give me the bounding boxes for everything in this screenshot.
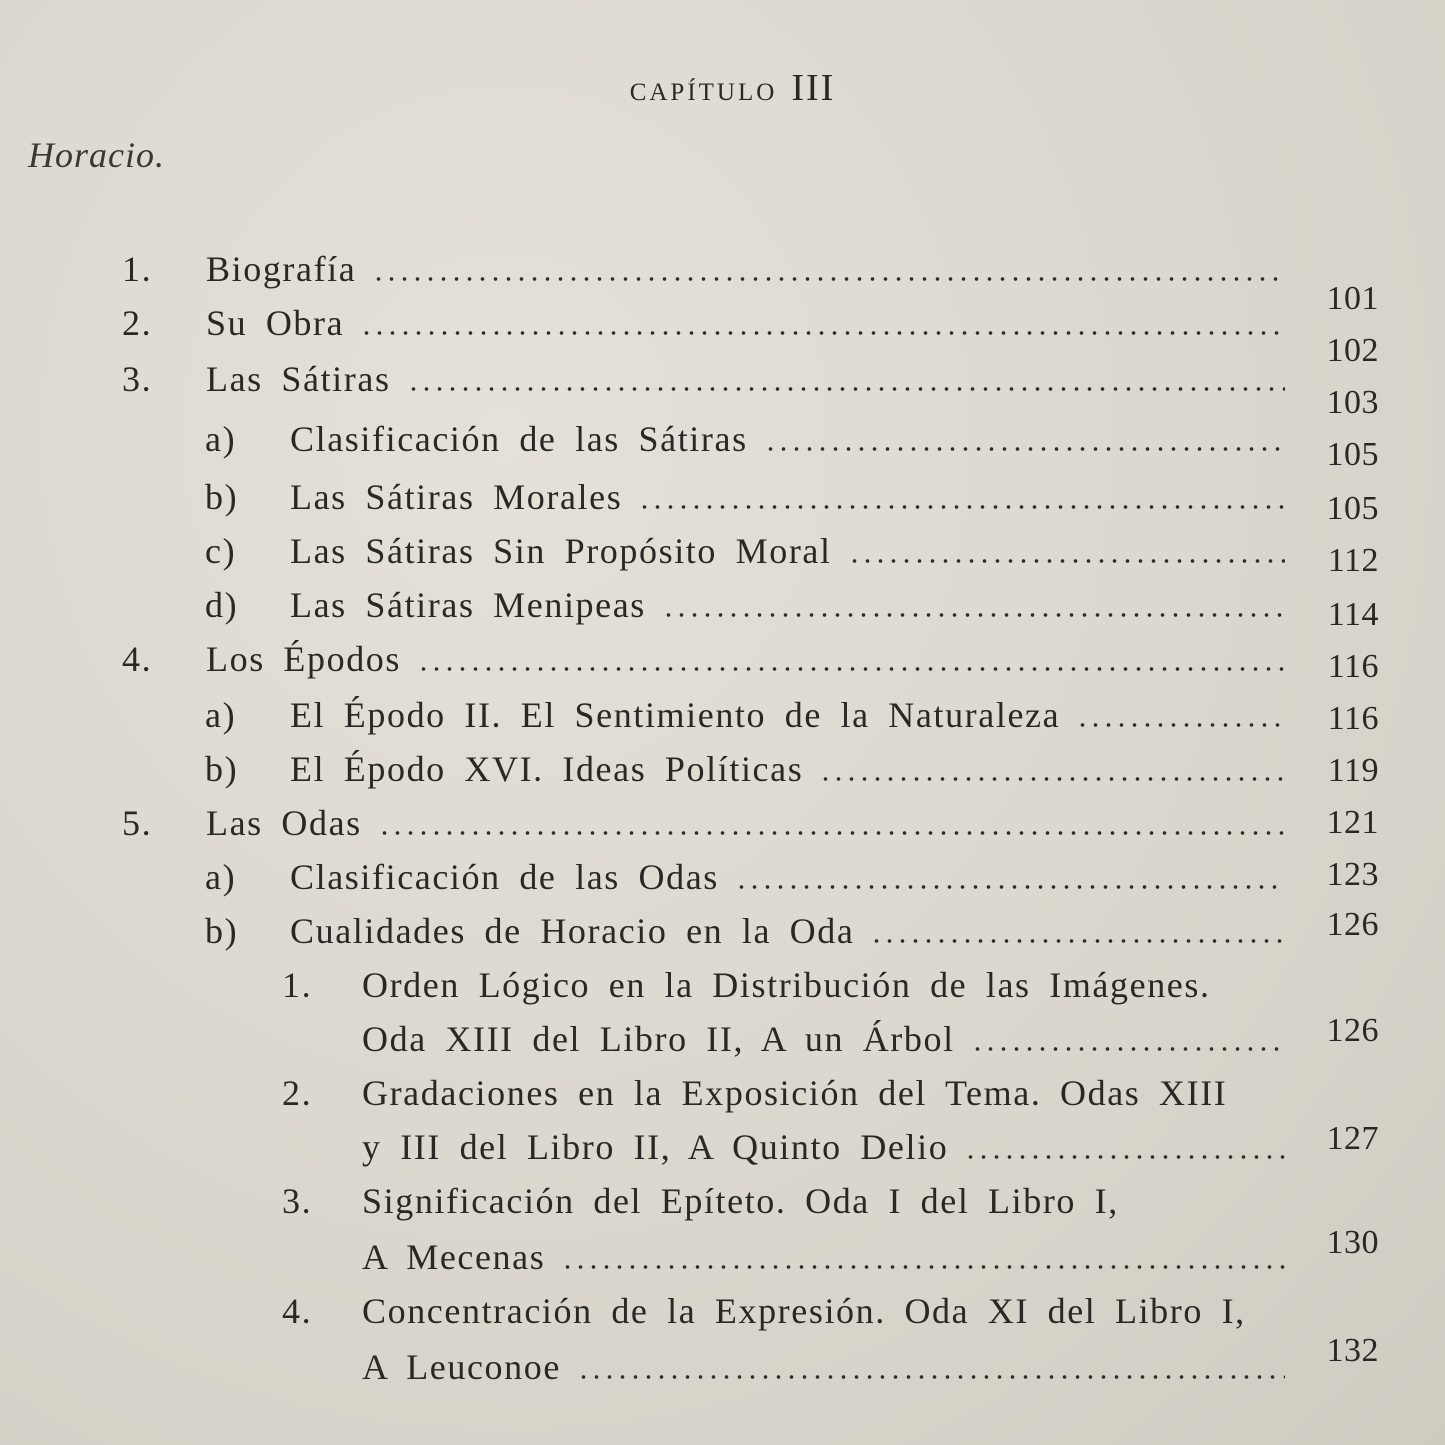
- dot-leader: [662, 613, 1285, 617]
- toc-entry: [0, 530, 1445, 582]
- dot-leader: [1076, 723, 1285, 727]
- entry-text-line1: [362, 1072, 1283, 1114]
- entry-text: [290, 694, 1285, 736]
- page-number: 132: [1326, 1332, 1379, 1369]
- toc-entry: [0, 584, 1445, 636]
- toc-entry-continuation: [0, 1120, 1445, 1178]
- dot-leader: [819, 777, 1285, 781]
- entry-text-line1: [362, 1180, 1283, 1222]
- entry-label: El Épodo XVI. Ideas Políticas: [290, 749, 804, 789]
- toc-entry: [0, 1072, 1445, 1124]
- entry-label: El Épodo II. El Sentimiento de la Naturaleza: [290, 695, 1061, 735]
- entry-number: 4.: [282, 1291, 313, 1331]
- entry-label: Significación del Epíteto. Oda I del Libro I,: [362, 1181, 1119, 1221]
- entry-number: b): [205, 749, 239, 789]
- entry-label: A Leuconoe: [362, 1347, 561, 1387]
- dot-leader: [848, 559, 1285, 563]
- entry-text-line2: [362, 1236, 1285, 1278]
- toc-entry: [0, 476, 1445, 528]
- toc-entry: [0, 418, 1445, 473]
- entry-label: Cualidades de Horacio en la Oda: [290, 911, 855, 951]
- entry-number: 5.: [122, 803, 153, 843]
- dot-leader: [417, 667, 1285, 671]
- entry-label: Las Sátiras Sin Propósito Moral: [290, 531, 832, 571]
- entry-number: 3.: [282, 1181, 313, 1221]
- entry-label: y III del Libro II, A Quinto Delio: [362, 1127, 949, 1167]
- entry-number: c): [205, 531, 237, 571]
- page-number: 103: [1326, 384, 1379, 421]
- toc-entry: [0, 906, 1445, 962]
- entry-label: Los Épodos: [206, 639, 401, 679]
- entry-text: [290, 418, 1285, 460]
- toc-entry: [0, 964, 1445, 1016]
- entry-label: Las Sátiras Morales: [290, 477, 623, 517]
- entry-text-line2: [362, 1126, 1285, 1168]
- toc-entry: [0, 856, 1445, 908]
- dot-leader: [964, 1155, 1285, 1159]
- dot-leader: [735, 885, 1285, 889]
- entry-text-line2: [362, 1346, 1285, 1388]
- entry-number: 1.: [282, 965, 313, 1005]
- entry-text: [206, 802, 1285, 844]
- entry-label: Biografía: [206, 249, 357, 289]
- entry-label: Oda XIII del Libro II, A un Árbol: [362, 1019, 955, 1059]
- toc-entry: [0, 748, 1445, 800]
- toc-entry-continuation: [0, 1332, 1445, 1398]
- dot-leader: [870, 939, 1285, 943]
- entry-text-line2: [362, 1018, 1285, 1060]
- dot-leader: [378, 831, 1285, 835]
- entry-label: Las Sátiras: [206, 359, 391, 399]
- entry-number: a): [205, 695, 237, 735]
- page-number: 123: [1326, 856, 1379, 893]
- section-title: Horacio.: [28, 135, 165, 175]
- entry-label: Concentración de la Expresión. Oda XI del Libro I,: [362, 1291, 1246, 1331]
- entry-text: [290, 910, 1285, 952]
- page-number: 119: [1327, 752, 1379, 789]
- dot-leader: [577, 1375, 1285, 1379]
- page-number: 126: [1326, 906, 1379, 943]
- page-number: 116: [1327, 700, 1379, 737]
- entry-label: Su Obra: [206, 303, 345, 343]
- page-number: 102: [1326, 332, 1379, 369]
- page-number: 112: [1327, 542, 1379, 579]
- entry-number: 3.: [122, 359, 153, 399]
- entry-label: Las Odas: [206, 803, 362, 843]
- page-number: 116: [1327, 648, 1379, 685]
- page-number: 105: [1326, 490, 1379, 527]
- entry-label: A Mecenas: [362, 1237, 546, 1277]
- entry-number: 4.: [122, 639, 153, 679]
- toc-entry: [0, 802, 1445, 854]
- page-number: 121: [1326, 804, 1379, 841]
- page-number: 130: [1326, 1224, 1379, 1261]
- toc-entry-continuation: [0, 1224, 1445, 1288]
- toc-entry: [0, 1290, 1445, 1342]
- entry-number: b): [205, 477, 239, 517]
- entry-number: b): [205, 911, 239, 951]
- entry-number: a): [205, 419, 237, 459]
- entry-text-line1: [362, 1290, 1283, 1332]
- entry-label: Clasificación de las Odas: [290, 857, 719, 897]
- entry-number: 1.: [122, 249, 153, 289]
- entry-text-line1: [362, 964, 1283, 1006]
- dot-leader: [764, 447, 1285, 451]
- page-number: 127: [1326, 1120, 1379, 1157]
- entry-label: Orden Lógico en la Distribución de las Imágenes.: [362, 965, 1211, 1005]
- entry-text: [290, 748, 1285, 790]
- entry-number: 2.: [282, 1073, 313, 1113]
- entry-text: [290, 856, 1285, 898]
- entry-label: Clasificación de las Sátiras: [290, 419, 748, 459]
- page-number: 101: [1326, 280, 1379, 317]
- entry-number: d): [205, 585, 239, 625]
- entry-text: [290, 476, 1285, 518]
- entry-label: Gradaciones en la Exposición del Tema. Odas XIII: [362, 1073, 1228, 1113]
- entry-text: [290, 584, 1285, 626]
- page-number: 126: [1326, 1012, 1379, 1049]
- dot-leader: [971, 1047, 1285, 1051]
- entry-text: [206, 638, 1285, 680]
- chapter-heading: [0, 66, 1445, 110]
- toc-entry: [0, 638, 1445, 690]
- toc-entry: [0, 1180, 1445, 1232]
- entry-label: Las Sátiras Menipeas: [290, 585, 646, 625]
- chapter-number: III: [791, 67, 836, 109]
- entry-number: a): [205, 857, 237, 897]
- dot-leader: [638, 505, 1285, 509]
- dot-leader: [561, 1265, 1285, 1269]
- chapter-word: CAPÍTULO: [629, 79, 778, 106]
- page-number: 105: [1326, 436, 1379, 473]
- entry-text: [290, 530, 1285, 572]
- toc-entry-continuation: [0, 1012, 1445, 1070]
- entry-number: 2.: [122, 303, 153, 343]
- toc-entry: [0, 694, 1445, 746]
- page-number: 114: [1327, 596, 1379, 633]
